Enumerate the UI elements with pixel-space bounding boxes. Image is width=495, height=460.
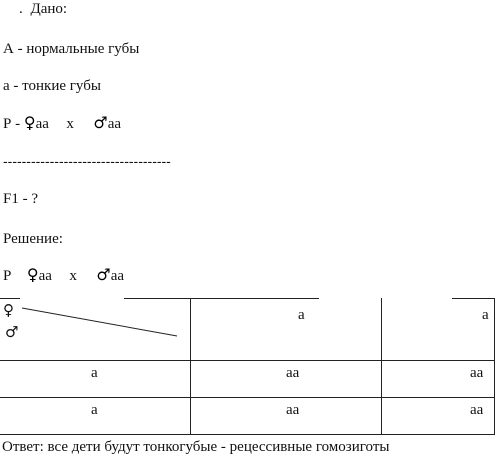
offspring-r1-c1: аа: [286, 365, 300, 381]
solution-cross-sign: х: [69, 268, 77, 284]
male-genotype: аа: [107, 116, 122, 132]
list-dot: .: [19, 1, 23, 17]
corner-male-icon: ♂: [5, 323, 19, 341]
solution-female-symbol-icon: ♀: [26, 265, 39, 284]
female-gamete-2: а: [482, 307, 489, 323]
offspring-r2-c1: аа: [286, 402, 300, 418]
separator-line: ------------------------------------: [3, 153, 171, 169]
male-symbol-icon: ♂: [93, 113, 108, 132]
male-gamete-1: а: [91, 365, 98, 381]
gene-dominant-line: А - нормальные губы: [3, 41, 140, 57]
question-line: F1 - ?: [3, 191, 38, 207]
solution-male-symbol-icon: ♂: [96, 265, 111, 284]
solution-title: Решение:: [3, 231, 63, 247]
offspring-r1-c2: аа: [470, 365, 484, 381]
solution-male-genotype: аа: [110, 268, 125, 284]
offspring-r2-c2: аа: [470, 402, 484, 418]
solution-parents-label: Р: [3, 268, 12, 284]
corner-female-icon: ♀: [3, 301, 14, 319]
cross-sign: х: [66, 116, 74, 132]
parents-label: Р -: [3, 116, 21, 132]
female-genotype: аа: [35, 116, 49, 132]
male-gamete-2: а: [91, 402, 98, 418]
solution-female-genotype: аа: [38, 268, 52, 284]
female-gamete-1: а: [298, 307, 305, 323]
gene-recessive-line: а - тонкие губы: [3, 78, 101, 94]
given-title: Дано:: [30, 1, 68, 17]
answer-line: Ответ: все дети будут тонкогубые - рецессивные гомозиготы: [2, 439, 390, 455]
female-symbol-icon: ♀: [23, 113, 36, 132]
